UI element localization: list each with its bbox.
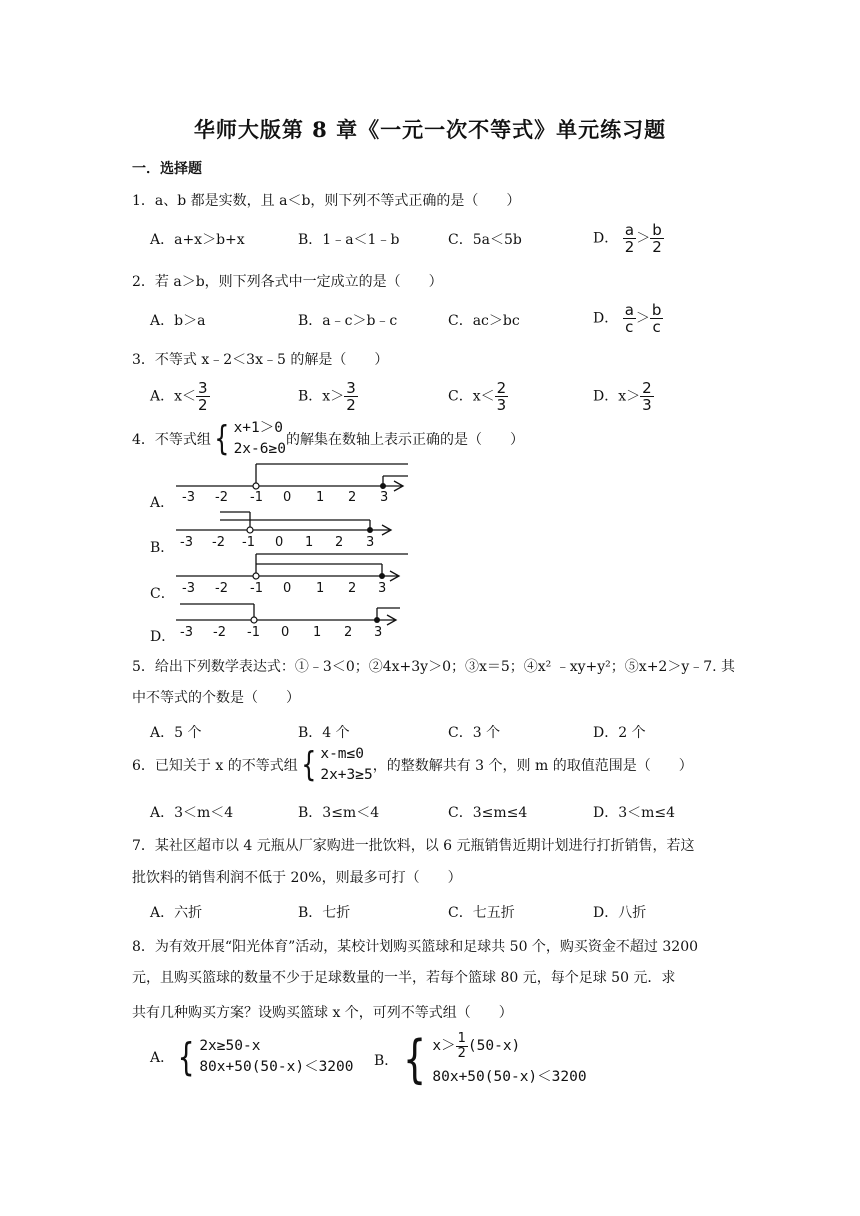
system-row: 2x+3≥5 — [320, 767, 373, 783]
section-heading: 一．选择题 — [132, 161, 202, 177]
q1-option-a[interactable]: A．a+x＞b+x — [150, 232, 245, 248]
q2-option-b[interactable]: B．a﹣c＞b﹣c — [298, 313, 398, 329]
question-1-stem: 1．a、b 都是实数，且 a＜b，则下列不等式正确的是（ ） — [132, 193, 521, 209]
tick-label: 2 — [348, 581, 357, 596]
system-row: 2x-6≥0 — [233, 441, 286, 457]
fraction: $\frac{2}{3}$ — [496, 379, 507, 414]
tick-label: 0 — [281, 625, 290, 640]
q3-option-b-label: B．x＞ — [298, 388, 345, 405]
q4-option-a-label[interactable]: A． — [150, 495, 175, 511]
open-point — [247, 527, 253, 533]
system-row: x+1＞0 — [233, 420, 283, 436]
q7-option-c[interactable]: C．七五折 — [448, 905, 515, 921]
q7-option-d[interactable]: D．八折 — [593, 905, 647, 921]
q5-option-c[interactable]: C．3 个 — [448, 725, 501, 741]
page-title: 华师大版第 8 章《一元一次不等式》单元练习题 — [193, 117, 667, 142]
brace-icon: { — [403, 1030, 427, 1090]
inequality-system — [211, 418, 286, 460]
q2-option-a[interactable]: A．b＞a — [150, 313, 206, 329]
fraction: $\frac{b}{c}$ — [651, 301, 662, 336]
closed-point — [374, 617, 380, 623]
fraction: $\frac{b}{2}$ — [652, 221, 662, 256]
inequality-system — [298, 744, 373, 786]
q3-option-b[interactable] — [298, 380, 358, 413]
tick-label: -3 — [182, 490, 195, 505]
q1-option-d[interactable] — [593, 222, 664, 255]
row-text: x＞ — [432, 1038, 456, 1054]
q6-stem-pre: 6．已知关于 x 的不等式组 — [132, 758, 298, 774]
tick-label: -2 — [212, 535, 225, 550]
brace-icon: { — [177, 1035, 195, 1079]
q2-option-c[interactable]: C．ac＞bc — [448, 313, 520, 329]
question-8-stem-line3: 共有几种购买方案？设购买篮球 x 个，可列不等式组（ ） — [132, 1005, 513, 1021]
tick-label: 2 — [348, 490, 357, 505]
q3-option-d[interactable] — [593, 380, 654, 413]
tick-label: -3 — [180, 625, 193, 640]
fraction: $\frac{2}{3}$ — [642, 379, 652, 414]
q7-option-b[interactable]: B．七折 — [298, 905, 351, 921]
system-row: 2x≥50-x — [199, 1038, 261, 1054]
number-line-b[interactable] — [170, 508, 420, 552]
q2-option-d-label: D． — [593, 310, 619, 327]
closed-point — [367, 527, 373, 533]
q4-stem-pre: 4．不等式组 — [132, 432, 211, 448]
system-row — [432, 1032, 586, 1061]
q5-option-b[interactable]: B．4 个 — [298, 725, 350, 741]
question-8-stem-line2: 元，且购买篮球的数量不少于足球数量的一半，若每个篮球 80 元，每个足球 50 元．求 — [132, 970, 676, 986]
q4-option-c-label[interactable]: C． — [150, 586, 175, 602]
inequality-system — [174, 1036, 353, 1078]
question-2-stem: 2．若 a＞b，则下列各式中一定成立的是（ ） — [132, 274, 443, 290]
q1-option-b[interactable]: B．1﹣a＜1﹣b — [298, 232, 400, 248]
closed-point — [380, 483, 386, 489]
tick-label: 0 — [275, 535, 284, 550]
system-row: 80x+50(50-x)＜3200 — [432, 1069, 587, 1085]
question-4-stem — [132, 418, 524, 460]
fraction: $\frac{3}{2}$ — [198, 379, 208, 414]
tick-label: 0 — [283, 490, 292, 505]
closed-point — [379, 573, 385, 579]
number-line-d[interactable] — [170, 598, 420, 642]
q8-option-b[interactable] — [374, 1032, 587, 1088]
q4-option-d-label[interactable]: D． — [150, 629, 176, 645]
q3-option-d-label: D．x＞ — [593, 388, 641, 405]
operator: ＞ — [636, 230, 651, 247]
q8-option-a[interactable] — [150, 1036, 354, 1078]
tick-label: 3 — [378, 581, 387, 596]
tick-label: -2 — [215, 581, 228, 596]
question-7-stem-line2: 批饮料的销售利润不低于 20%，则最多可打（ ） — [132, 870, 462, 886]
q6-option-d[interactable]: D．3＜m≤4 — [593, 805, 676, 821]
q8-option-b-label: B． — [374, 1053, 399, 1069]
q1-option-d-label: D． — [593, 230, 619, 247]
q1-option-c[interactable]: C．5a＜5b — [448, 232, 522, 248]
question-5-stem-line1: 5．给出下列数学表达式：①﹣3＜0；②4x+3y＞0；③x＝5；④x² ﹣xy+y²；⑤x+2＞y﹣7. 其 — [132, 659, 736, 675]
q3-option-c[interactable] — [448, 380, 508, 413]
number-line-a[interactable] — [170, 460, 420, 505]
row-text: (50-x) — [467, 1038, 521, 1054]
question-3-stem: 3．不等式 x﹣2＜3x﹣5 的解是（ ） — [132, 352, 389, 368]
tick-label: 3 — [366, 535, 375, 550]
q5-option-a[interactable]: A．5 个 — [150, 725, 202, 741]
q6-stem-post: ，的整数解共有 3 个，则 m 的取值范围是（ ） — [372, 758, 693, 774]
question-5-stem-line2: 中不等式的个数是（ ） — [132, 690, 300, 706]
tick-label: -3 — [180, 535, 193, 550]
open-point — [251, 617, 257, 623]
fraction: $\frac{1}{2}$ — [457, 1031, 466, 1061]
tick-label: 3 — [380, 490, 389, 505]
number-line-c[interactable] — [170, 550, 420, 598]
tick-label: 1 — [316, 490, 325, 505]
open-point — [253, 573, 259, 579]
question-7-stem-line1: 7．某社区超市以 4 元瓶从厂家购进一批饮料，以 6 元瓶销售近期计划进行打折销售，若这 — [132, 838, 695, 854]
q6-option-b[interactable]: B．3≤m＜4 — [298, 805, 380, 821]
tick-label: -2 — [213, 625, 226, 640]
q6-option-c[interactable]: C．3≤m≤4 — [448, 805, 528, 821]
tick-label: 2 — [335, 535, 344, 550]
q6-option-a[interactable]: A．3＜m＜4 — [150, 805, 234, 821]
q3-option-a[interactable] — [150, 380, 210, 413]
tick-label: -2 — [215, 490, 228, 505]
q5-option-d[interactable]: D．2 个 — [593, 725, 646, 741]
operator: ＞ — [635, 310, 650, 327]
q3-option-c-label: C．x＜ — [448, 388, 495, 405]
q4-stem-post: 的解集在数轴上表示正确的是（ ） — [285, 432, 524, 448]
brace-icon: { — [300, 745, 317, 785]
q3-option-a-label: A．x＜ — [150, 388, 197, 405]
tick-label: 1 — [313, 625, 322, 640]
tick-label: -1 — [242, 535, 255, 550]
tick-label: 1 — [305, 535, 314, 550]
tick-label: 2 — [344, 625, 353, 640]
q8-option-a-label: A． — [150, 1050, 175, 1066]
tick-label: 0 — [283, 581, 292, 596]
tick-label: -1 — [250, 490, 263, 505]
fraction: $\frac{a}{c}$ — [624, 301, 634, 336]
open-point — [253, 483, 259, 489]
fraction: $\frac{3}{2}$ — [346, 379, 356, 414]
tick-label: -1 — [247, 625, 260, 640]
tick-label: 1 — [316, 581, 325, 596]
inequality-system — [398, 1032, 586, 1088]
fraction: $\frac{a}{2}$ — [624, 221, 635, 256]
q4-option-b-label[interactable]: B． — [150, 540, 175, 556]
question-6-stem — [132, 744, 693, 786]
brace-icon: { — [214, 419, 230, 459]
question-8-stem-line1: 8．为有效开展“阳光体育”活动，某校计划购买篮球和足球共 50 个，购买资金不超过 3200 — [132, 939, 699, 955]
tick-label: 3 — [374, 625, 383, 640]
system-row: 80x+50(50-x)＜3200 — [199, 1059, 354, 1075]
q2-option-d[interactable] — [593, 302, 663, 335]
tick-label: -3 — [182, 581, 195, 596]
tick-label: -1 — [250, 581, 263, 596]
system-row: x-m≤0 — [320, 746, 364, 762]
q7-option-a[interactable]: A．六折 — [150, 905, 203, 921]
